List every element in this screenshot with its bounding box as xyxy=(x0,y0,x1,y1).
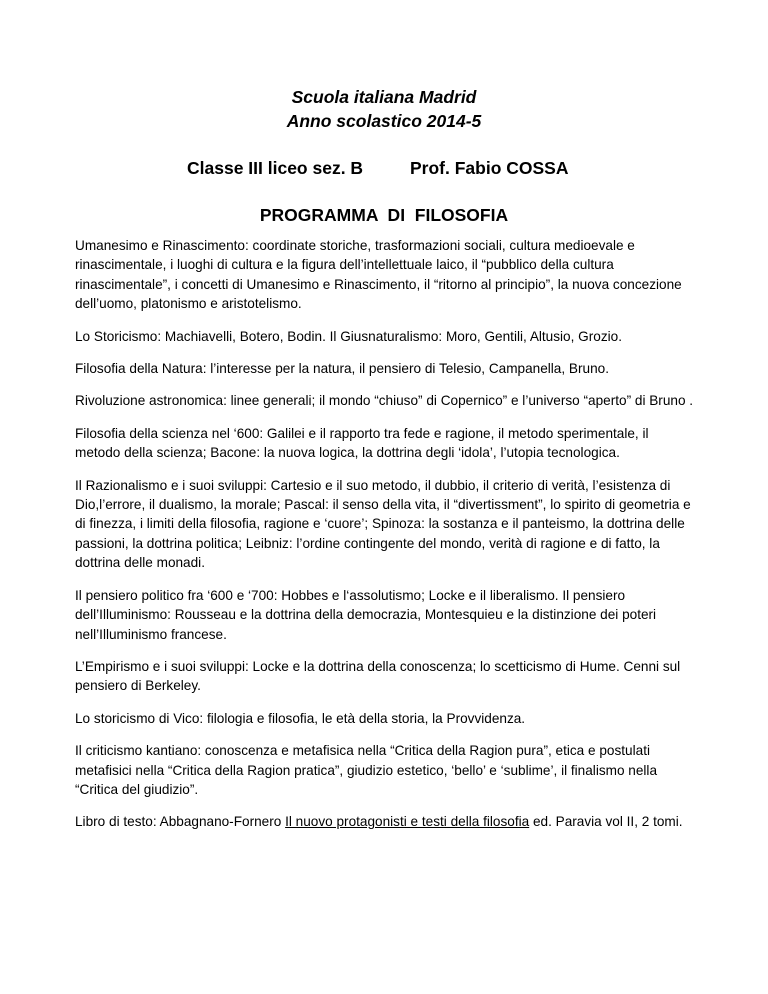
paragraph-filosofia-scienza: Filosofia della scienza nel ‘600: Galilei e il rapporto tra fede e ragione, il metodo sperimentale, il metodo della scienza; Bacone: la nuova logica, la dottrina degli ‘idola’, l’utopia tecnologica. xyxy=(75,425,649,461)
paragraph-empirismo: L’Empirismo e i suoi sviluppi: Locke e la dottrina della conoscenza; lo scetticismo di Hume. Cenni sul pensiero di Berkeley. xyxy=(75,658,681,694)
teacher-name: Prof. Fabio COSSA xyxy=(410,158,569,178)
textbook-suffix: ed. Paravia vol II, 2 tomi. xyxy=(529,814,683,830)
textbook-title: Il nuovo protagonisti e testi della filosofia xyxy=(285,814,530,830)
program-body xyxy=(75,236,697,845)
class-label: Classe III liceo sez. B xyxy=(187,158,364,178)
paragraph-textbook xyxy=(75,812,697,831)
paragraph-kant: Il criticismo kantiano: conoscenza e metafisica nella “Critica della Ragion pura”, etica e postulati metafisici nella “Critica della Ragion pratica”, giudizio estetico, ‘bello’ e ‘sublime’, il finalismo nella “Critica del giudizio”. xyxy=(75,743,658,797)
paragraph-filosofia-natura: Filosofia della Natura: l’interesse per la natura, il pensiero di Telesio, Campanella, Bruno. xyxy=(75,361,609,377)
document-title: PROGRAMMA DI FILOSOFIA xyxy=(259,205,509,225)
paragraph-vico: Lo storicismo di Vico: filologia e filosofia, le età della storia, la Provvidenza. xyxy=(75,710,526,726)
paragraph-pensiero-politico: Il pensiero politico fra ‘600 e ‘700: Hobbes e l‘assolutismo; Locke e il liberalismo. Il pensiero dell’Illuminismo: Rousseau e la dottrina della democrazia, Montesquieu e la distinzione dei poteri nell’Illuminismo francese. xyxy=(75,587,657,642)
school-year: Anno scolastico 2014-5 xyxy=(286,111,482,131)
textbook-prefix: Libro di testo: Abbagnano-Fornero xyxy=(75,814,286,830)
paragraph-razionalismo: Il Razionalismo e i suoi sviluppi: Cartesio e il suo metodo, il dubbio, il criterio di verità, l’esistenza di Dio,l’errore, il dualismo, la morale; Pascal: il senso della vita, il “divertissment”, lo spirito di geometria e di finezza, i limiti della filosofia, ragione e ‘cuore’; Spinoza: la sostanza e il panteismo, la dottrina delle passioni, la dottrina politica; Leibniz: l’ordine contingente del mondo, verità di ragione e di fatto, la dottrina delle monadi. xyxy=(75,477,691,571)
paragraph-storicismo: Lo Storicismo: Machiavelli, Botero, Bodin. Il Giusnaturalismo: Moro, Gentili, Altusio, Grozio. xyxy=(75,328,622,344)
paragraph-rivoluzione-astronomica: Rivoluzione astronomica: linee generali; il mondo “chiuso” di Copernico” e l’universo “aperto” di Bruno . xyxy=(75,393,694,409)
paragraph-umanesimo: Umanesimo e Rinascimento: coordinate storiche, trasformazioni sociali, cultura medioevale e rinascimentale, i luoghi di cultura e la figura dell’intellettuale laico, il “pubblico della cultura rinascimentale”, i concetti di Umanesimo e Rinascimento, il “ritorno al principio”, la nuova concezione dell’uomo, platonismo e aristotelismo. xyxy=(75,238,682,312)
school-name: Scuola italiana Madrid xyxy=(291,87,477,107)
